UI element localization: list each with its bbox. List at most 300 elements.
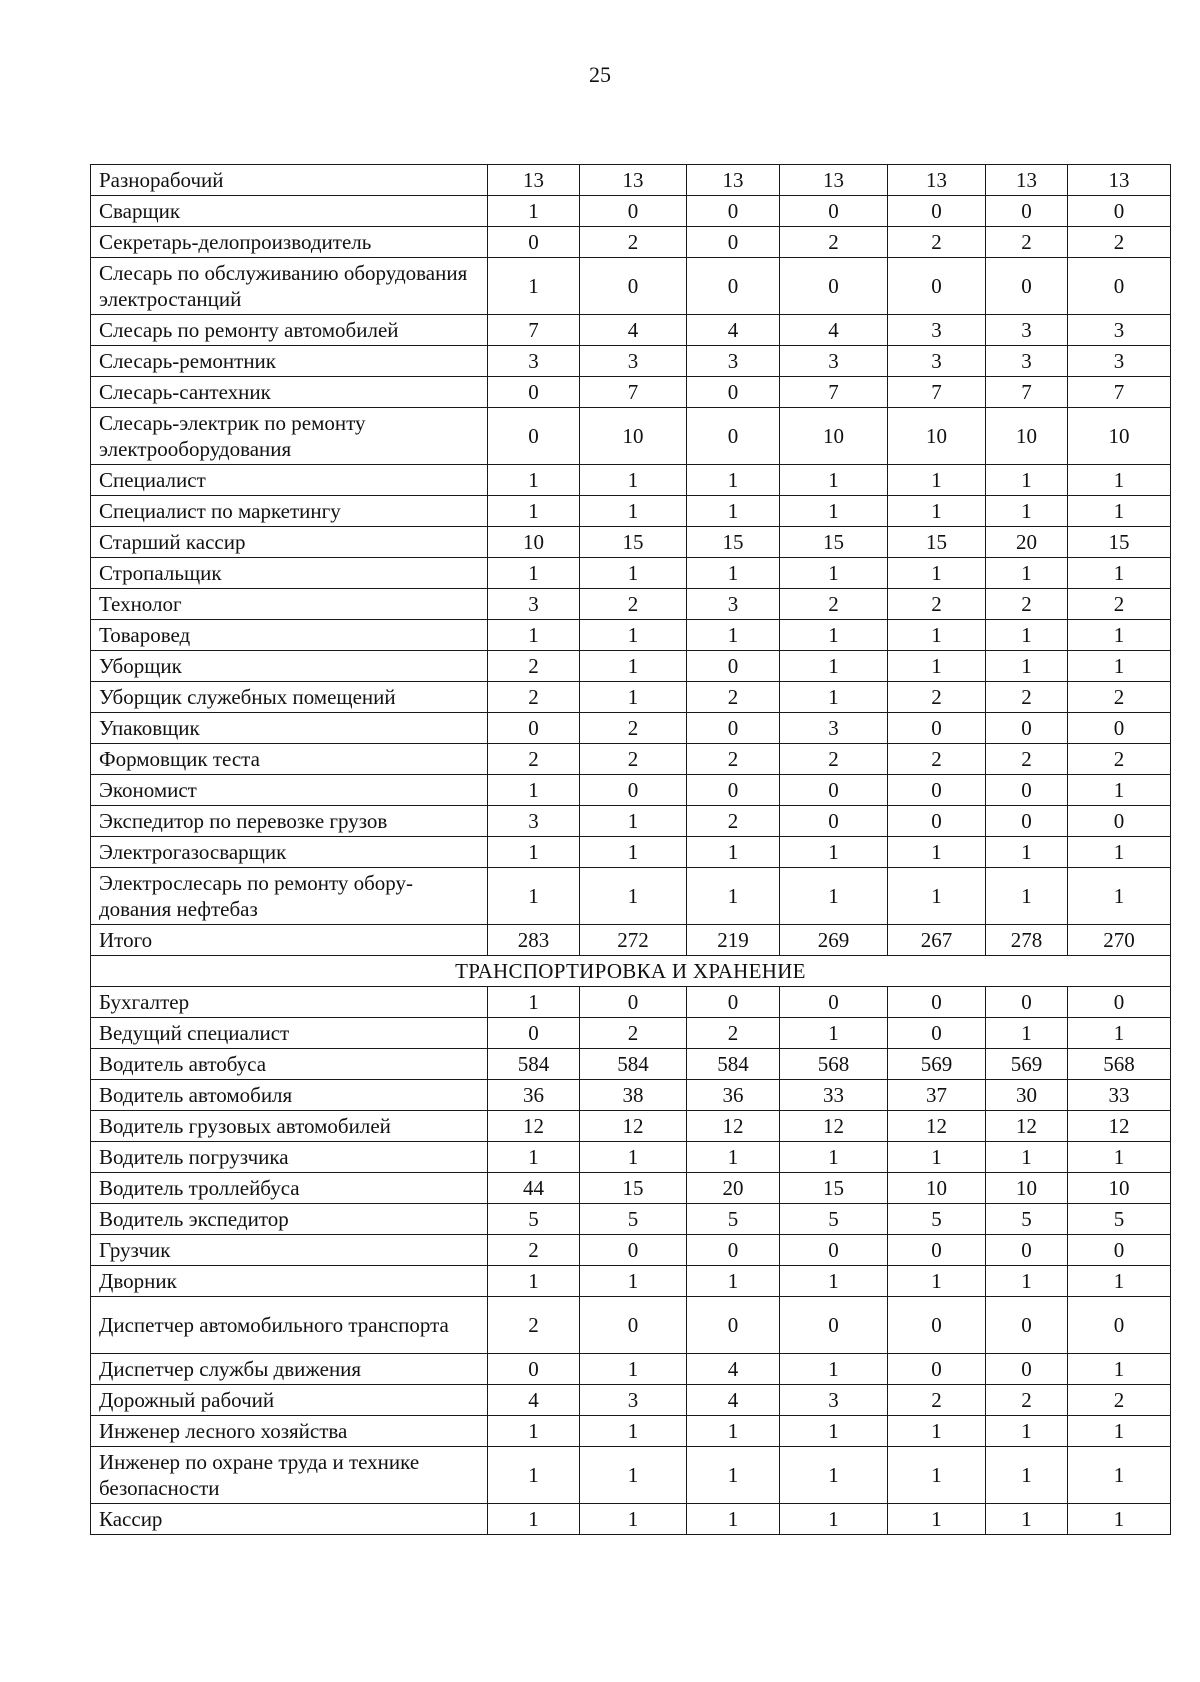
value-cell: 0	[780, 775, 888, 806]
job-title-cell: Диспетчер автомобильного транспорта	[91, 1297, 488, 1354]
value-cell: 4	[488, 1385, 580, 1416]
value-cell: 5	[780, 1204, 888, 1235]
value-cell: 1	[580, 465, 687, 496]
value-cell: 0	[888, 1018, 986, 1049]
table-row	[91, 1204, 1171, 1235]
table-row	[91, 987, 1171, 1018]
value-cell: 0	[888, 713, 986, 744]
value-cell: 1	[780, 1018, 888, 1049]
value-cell: 1	[888, 465, 986, 496]
job-title-cell: Технолог	[91, 589, 488, 620]
value-cell: 0	[488, 1354, 580, 1385]
value-cell: 2	[986, 227, 1068, 258]
value-cell: 2	[580, 227, 687, 258]
value-cell: 1	[687, 465, 780, 496]
value-cell: 2	[1068, 589, 1171, 620]
table-row	[91, 1354, 1171, 1385]
value-cell: 2	[986, 744, 1068, 775]
value-cell: 3	[488, 589, 580, 620]
value-cell: 0	[1068, 258, 1171, 315]
value-cell: 13	[580, 165, 687, 196]
value-cell: 0	[687, 651, 780, 682]
job-title-cell: Электрослесарь по ремонту обору-дования нефтебаз	[91, 868, 488, 925]
value-cell: 2	[488, 1297, 580, 1354]
value-cell: 1	[580, 1142, 687, 1173]
value-cell: 1	[888, 558, 986, 589]
value-cell: 1	[780, 465, 888, 496]
value-cell: 1	[1068, 558, 1171, 589]
value-cell: 0	[986, 258, 1068, 315]
value-cell: 2	[687, 806, 780, 837]
value-cell: 1	[687, 868, 780, 925]
value-cell: 1	[888, 1416, 986, 1447]
value-cell: 1	[986, 1416, 1068, 1447]
value-cell: 7	[580, 377, 687, 408]
table-row	[91, 868, 1171, 925]
job-title-cell: Водитель троллейбуса	[91, 1173, 488, 1204]
value-cell: 2	[1068, 682, 1171, 713]
value-cell: 10	[1068, 1173, 1171, 1204]
job-title-cell: Водитель погрузчика	[91, 1142, 488, 1173]
job-title-cell: Слесарь-сантехник	[91, 377, 488, 408]
table-row	[91, 589, 1171, 620]
value-cell: 1	[1068, 868, 1171, 925]
value-cell: 1	[986, 1142, 1068, 1173]
table-row	[91, 651, 1171, 682]
job-title-cell: Уборщик	[91, 651, 488, 682]
value-cell: 0	[888, 258, 986, 315]
value-cell: 7	[888, 377, 986, 408]
job-title-cell: Водитель автобуса	[91, 1049, 488, 1080]
value-cell: 0	[888, 806, 986, 837]
value-cell: 1	[580, 620, 687, 651]
value-cell: 1	[488, 1504, 580, 1535]
value-cell: 1	[1068, 1018, 1171, 1049]
table-row	[91, 496, 1171, 527]
value-cell: 0	[780, 806, 888, 837]
value-cell: 2	[488, 744, 580, 775]
value-cell: 0	[687, 1297, 780, 1354]
value-cell: 2	[888, 682, 986, 713]
value-cell: 1	[986, 837, 1068, 868]
value-cell: 0	[1068, 1235, 1171, 1266]
value-cell: 2	[986, 589, 1068, 620]
value-cell: 1	[986, 620, 1068, 651]
value-cell: 1	[780, 837, 888, 868]
value-cell: 10	[888, 1173, 986, 1204]
total-row	[91, 925, 1171, 956]
value-cell: 0	[687, 196, 780, 227]
value-cell: 1	[488, 196, 580, 227]
value-cell: 1	[488, 496, 580, 527]
value-cell: 0	[488, 1018, 580, 1049]
table-row	[91, 1266, 1171, 1297]
table-row	[91, 682, 1171, 713]
table-row	[91, 165, 1171, 196]
value-cell: 1	[888, 837, 986, 868]
value-cell: 3	[580, 346, 687, 377]
job-title-cell: Слесарь-электрик по ремонту электрооборудования	[91, 408, 488, 465]
value-cell: 3	[488, 346, 580, 377]
value-cell: 5	[888, 1204, 986, 1235]
value-cell: 0	[1068, 806, 1171, 837]
value-cell: 0	[888, 1354, 986, 1385]
job-title-cell: Бухгалтер	[91, 987, 488, 1018]
job-title-cell: Экспедитор по перевозке грузов	[91, 806, 488, 837]
job-title-cell: Водитель грузовых автомобилей	[91, 1111, 488, 1142]
value-cell: 10	[1068, 408, 1171, 465]
value-cell: 1	[780, 558, 888, 589]
value-cell: 2	[687, 682, 780, 713]
value-cell: 1	[780, 868, 888, 925]
table-row	[91, 713, 1171, 744]
table-row	[91, 1447, 1171, 1504]
value-cell: 30	[986, 1080, 1068, 1111]
value-cell: 36	[488, 1080, 580, 1111]
value-cell: 3	[888, 346, 986, 377]
total-value: 283	[488, 925, 580, 956]
value-cell: 2	[488, 651, 580, 682]
value-cell: 2	[1068, 744, 1171, 775]
value-cell: 1	[687, 496, 780, 527]
value-cell: 568	[1068, 1049, 1171, 1080]
job-title-cell: Слесарь по ремонту автомобилей	[91, 315, 488, 346]
value-cell: 584	[580, 1049, 687, 1080]
value-cell: 2	[687, 744, 780, 775]
value-cell: 584	[488, 1049, 580, 1080]
value-cell: 2	[780, 744, 888, 775]
value-cell: 569	[888, 1049, 986, 1080]
total-value: 219	[687, 925, 780, 956]
value-cell: 10	[986, 1173, 1068, 1204]
table-row	[91, 196, 1171, 227]
table-row	[91, 258, 1171, 315]
value-cell: 1	[580, 806, 687, 837]
value-cell: 15	[687, 527, 780, 558]
value-cell: 15	[888, 527, 986, 558]
value-cell: 1	[687, 620, 780, 651]
table-row	[91, 315, 1171, 346]
value-cell: 0	[488, 227, 580, 258]
value-cell: 5	[986, 1204, 1068, 1235]
table-row	[91, 620, 1171, 651]
job-title-cell: Стропальщик	[91, 558, 488, 589]
value-cell: 0	[986, 987, 1068, 1018]
value-cell: 2	[488, 1235, 580, 1266]
value-cell: 1	[780, 1142, 888, 1173]
value-cell: 1	[580, 1266, 687, 1297]
value-cell: 0	[488, 408, 580, 465]
value-cell: 0	[780, 258, 888, 315]
value-cell: 1	[580, 1504, 687, 1535]
section-title: ТРАНСПОРТИРОВКА И ХРАНЕНИЕ	[91, 956, 1171, 987]
table-row	[91, 1385, 1171, 1416]
value-cell: 3	[488, 806, 580, 837]
value-cell: 10	[580, 408, 687, 465]
table-row	[91, 377, 1171, 408]
value-cell: 1	[488, 465, 580, 496]
value-cell: 0	[888, 775, 986, 806]
value-cell: 0	[888, 1235, 986, 1266]
value-cell: 20	[986, 527, 1068, 558]
table-row	[91, 1018, 1171, 1049]
value-cell: 1	[488, 868, 580, 925]
value-cell: 13	[1068, 165, 1171, 196]
value-cell: 0	[1068, 196, 1171, 227]
value-cell: 2	[888, 1385, 986, 1416]
value-cell: 1	[580, 651, 687, 682]
value-cell: 2	[780, 589, 888, 620]
value-cell: 1	[1068, 651, 1171, 682]
job-title-cell: Упаковщик	[91, 713, 488, 744]
table-row	[91, 1173, 1171, 1204]
table-row	[91, 1080, 1171, 1111]
value-cell: 1	[986, 465, 1068, 496]
value-cell: 38	[580, 1080, 687, 1111]
value-cell: 1	[986, 1018, 1068, 1049]
value-cell: 1	[1068, 1266, 1171, 1297]
value-cell: 0	[1068, 713, 1171, 744]
value-cell: 1	[888, 496, 986, 527]
table-row	[91, 346, 1171, 377]
table-row	[91, 227, 1171, 258]
value-cell: 0	[580, 1235, 687, 1266]
value-cell: 0	[687, 775, 780, 806]
value-cell: 7	[488, 315, 580, 346]
value-cell: 0	[687, 227, 780, 258]
value-cell: 0	[888, 987, 986, 1018]
value-cell: 0	[888, 196, 986, 227]
value-cell: 10	[488, 527, 580, 558]
value-cell: 0	[687, 713, 780, 744]
job-title-cell: Кассир	[91, 1504, 488, 1535]
value-cell: 10	[888, 408, 986, 465]
table-row	[91, 1504, 1171, 1535]
value-cell: 0	[986, 1354, 1068, 1385]
value-cell: 1	[488, 775, 580, 806]
value-cell: 1	[580, 837, 687, 868]
value-cell: 15	[580, 1173, 687, 1204]
value-cell: 2	[580, 589, 687, 620]
table-row	[91, 408, 1171, 465]
value-cell: 1	[1068, 1447, 1171, 1504]
total-value: 272	[580, 925, 687, 956]
value-cell: 44	[488, 1173, 580, 1204]
value-cell: 1	[986, 1266, 1068, 1297]
value-cell: 0	[986, 775, 1068, 806]
value-cell: 1	[488, 1266, 580, 1297]
value-cell: 20	[687, 1173, 780, 1204]
value-cell: 7	[780, 377, 888, 408]
value-cell: 10	[986, 408, 1068, 465]
job-title-cell: Водитель экспедитор	[91, 1204, 488, 1235]
value-cell: 4	[687, 1354, 780, 1385]
value-cell: 10	[780, 408, 888, 465]
value-cell: 5	[687, 1204, 780, 1235]
job-title-cell: Старший кассир	[91, 527, 488, 558]
table-row	[91, 1142, 1171, 1173]
value-cell: 1	[580, 868, 687, 925]
value-cell: 2	[888, 589, 986, 620]
value-cell: 3	[1068, 315, 1171, 346]
value-cell: 1	[1068, 837, 1171, 868]
value-cell: 1	[687, 1416, 780, 1447]
value-cell: 7	[1068, 377, 1171, 408]
value-cell: 3	[986, 315, 1068, 346]
value-cell: 13	[488, 165, 580, 196]
job-title-cell: Ведущий специалист	[91, 1018, 488, 1049]
value-cell: 1	[780, 651, 888, 682]
job-title-cell: Разнорабочий	[91, 165, 488, 196]
value-cell: 0	[780, 1297, 888, 1354]
value-cell: 1	[986, 1447, 1068, 1504]
staff-table	[90, 164, 1171, 1535]
value-cell: 2	[780, 227, 888, 258]
total-value: 267	[888, 925, 986, 956]
value-cell: 1	[580, 558, 687, 589]
value-cell: 1	[888, 1142, 986, 1173]
job-title-cell: Дворник	[91, 1266, 488, 1297]
value-cell: 1	[488, 620, 580, 651]
value-cell: 0	[580, 196, 687, 227]
value-cell: 3	[780, 713, 888, 744]
value-cell: 1	[488, 1142, 580, 1173]
table-row	[91, 806, 1171, 837]
value-cell: 1	[580, 1447, 687, 1504]
value-cell: 1	[780, 620, 888, 651]
value-cell: 3	[687, 346, 780, 377]
value-cell: 3	[687, 589, 780, 620]
value-cell: 2	[888, 227, 986, 258]
job-title-cell: Экономист	[91, 775, 488, 806]
value-cell: 3	[780, 1385, 888, 1416]
job-title-cell: Сварщик	[91, 196, 488, 227]
value-cell: 0	[780, 987, 888, 1018]
table-row	[91, 1416, 1171, 1447]
value-cell: 13	[780, 165, 888, 196]
value-cell: 1	[1068, 775, 1171, 806]
table-row	[91, 1235, 1171, 1266]
value-cell: 1	[580, 1416, 687, 1447]
value-cell: 15	[780, 527, 888, 558]
section-header-row	[91, 956, 1171, 987]
value-cell: 4	[780, 315, 888, 346]
value-cell: 3	[580, 1385, 687, 1416]
value-cell: 0	[780, 1235, 888, 1266]
value-cell: 584	[687, 1049, 780, 1080]
value-cell: 1	[780, 682, 888, 713]
value-cell: 3	[888, 315, 986, 346]
value-cell: 1	[986, 1504, 1068, 1535]
job-title-cell: Дорожный рабочий	[91, 1385, 488, 1416]
value-cell: 1	[488, 258, 580, 315]
table-row	[91, 527, 1171, 558]
value-cell: 0	[986, 196, 1068, 227]
value-cell: 4	[687, 1385, 780, 1416]
value-cell: 5	[1068, 1204, 1171, 1235]
job-title-cell: Уборщик служебных помещений	[91, 682, 488, 713]
value-cell: 1	[888, 1447, 986, 1504]
job-title-cell: Слесарь по обслуживанию оборудования электростанций	[91, 258, 488, 315]
value-cell: 5	[580, 1204, 687, 1235]
value-cell: 0	[580, 1297, 687, 1354]
value-cell: 33	[780, 1080, 888, 1111]
value-cell: 1	[986, 558, 1068, 589]
table-row	[91, 1111, 1171, 1142]
job-title-cell: Электрогазосварщик	[91, 837, 488, 868]
value-cell: 7	[986, 377, 1068, 408]
value-cell: 0	[986, 713, 1068, 744]
value-cell: 1	[580, 496, 687, 527]
table-row	[91, 1297, 1171, 1354]
value-cell: 1	[1068, 465, 1171, 496]
value-cell: 1	[1068, 1354, 1171, 1385]
value-cell: 15	[580, 527, 687, 558]
value-cell: 1	[488, 837, 580, 868]
value-cell: 1	[888, 1266, 986, 1297]
table-row	[91, 1049, 1171, 1080]
value-cell: 0	[1068, 987, 1171, 1018]
value-cell: 1	[488, 558, 580, 589]
value-cell: 2	[1068, 227, 1171, 258]
value-cell: 0	[1068, 1297, 1171, 1354]
value-cell: 0	[687, 258, 780, 315]
table-row	[91, 775, 1171, 806]
value-cell: 1	[780, 1266, 888, 1297]
value-cell: 5	[488, 1204, 580, 1235]
value-cell: 569	[986, 1049, 1068, 1080]
value-cell: 1	[780, 1354, 888, 1385]
value-cell: 1	[986, 651, 1068, 682]
value-cell: 13	[888, 165, 986, 196]
value-cell: 2	[580, 713, 687, 744]
job-title-cell: Формовщик теста	[91, 744, 488, 775]
value-cell: 1	[1068, 1142, 1171, 1173]
value-cell: 0	[687, 377, 780, 408]
value-cell: 4	[687, 315, 780, 346]
value-cell: 1	[580, 1354, 687, 1385]
job-title-cell: Слесарь-ремонтник	[91, 346, 488, 377]
value-cell: 1	[888, 651, 986, 682]
table-row	[91, 465, 1171, 496]
value-cell: 1	[986, 496, 1068, 527]
job-title-cell: Грузчик	[91, 1235, 488, 1266]
value-cell: 15	[780, 1173, 888, 1204]
value-cell: 1	[780, 496, 888, 527]
value-cell: 1	[687, 837, 780, 868]
value-cell: 0	[986, 806, 1068, 837]
value-cell: 4	[580, 315, 687, 346]
value-cell: 2	[687, 1018, 780, 1049]
table-row	[91, 558, 1171, 589]
value-cell: 12	[488, 1111, 580, 1142]
job-title-cell: Товаровед	[91, 620, 488, 651]
value-cell: 1	[488, 987, 580, 1018]
value-cell: 1	[888, 868, 986, 925]
job-title-cell: Секретарь-делопроизводитель	[91, 227, 488, 258]
value-cell: 1	[1068, 1416, 1171, 1447]
value-cell: 2	[986, 682, 1068, 713]
value-cell: 1	[986, 868, 1068, 925]
table-row	[91, 837, 1171, 868]
value-cell: 1	[488, 1447, 580, 1504]
value-cell: 1	[780, 1504, 888, 1535]
job-title-cell: Диспетчер службы движения	[91, 1354, 488, 1385]
value-cell: 2	[986, 1385, 1068, 1416]
value-cell: 13	[687, 165, 780, 196]
value-cell: 37	[888, 1080, 986, 1111]
value-cell: 0	[687, 1235, 780, 1266]
